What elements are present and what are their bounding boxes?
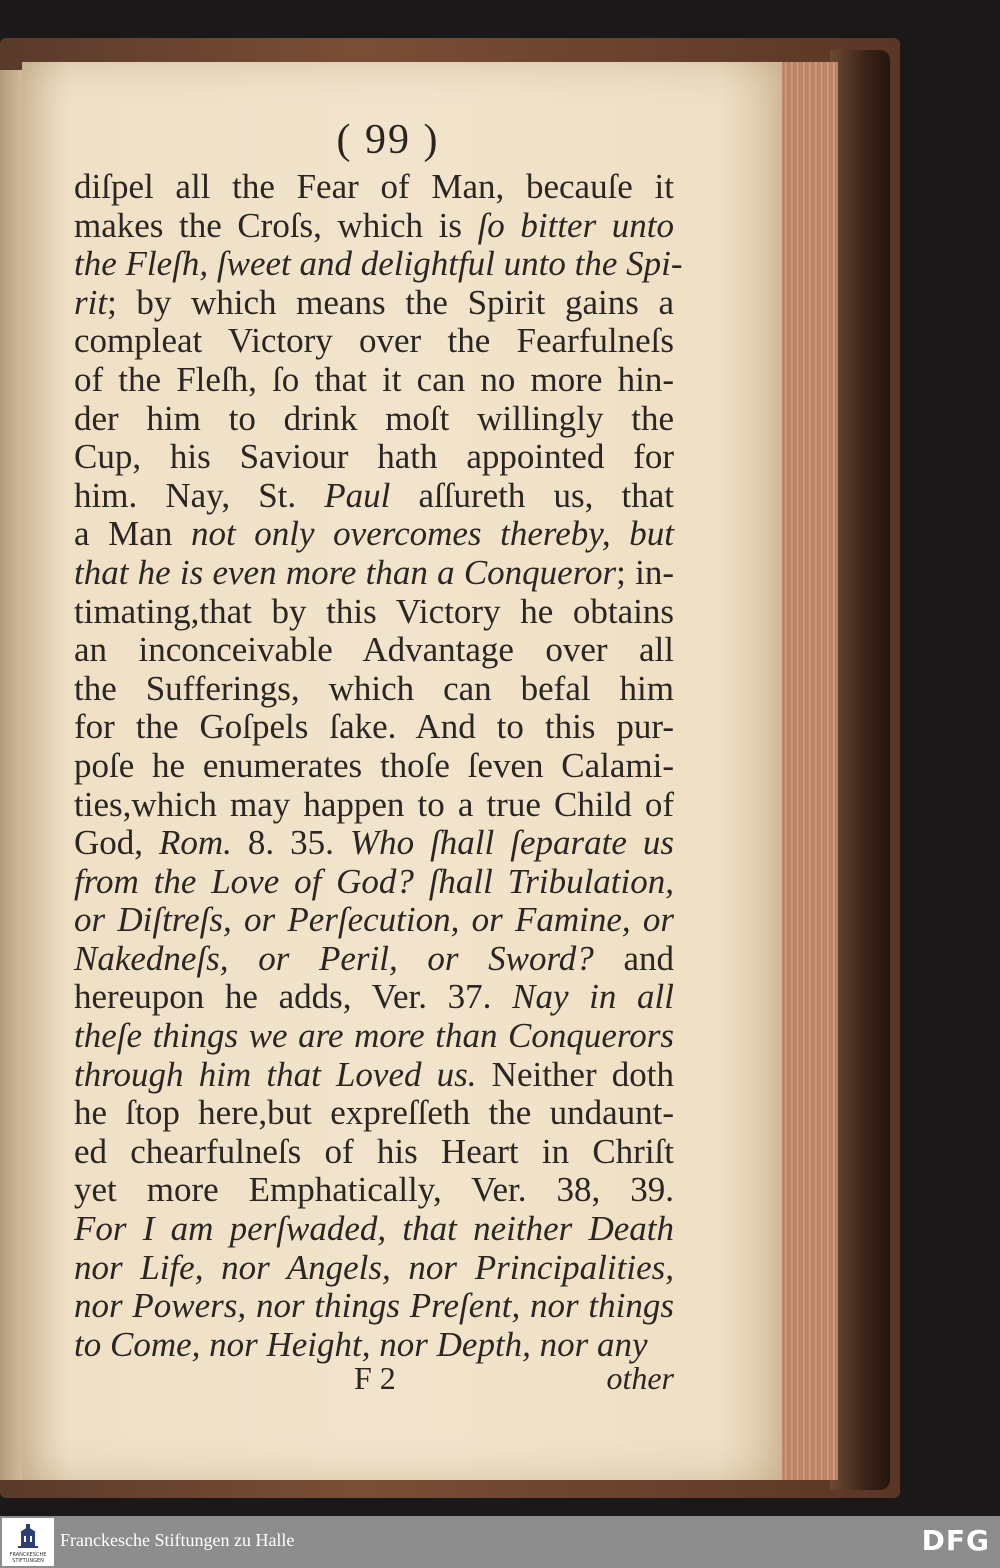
italic-text: the Fleſh, ſweet and delightful unto the Spi-	[74, 244, 683, 284]
roman-text: of the Fleſh, ſo that it can no more hin-	[74, 359, 674, 399]
roman-text: the Sufferings, which can befal him	[74, 668, 674, 708]
roman-text: and	[593, 938, 674, 978]
roman-text: God,	[74, 823, 160, 863]
text-line	[74, 1249, 674, 1288]
italic-text: For I am perſwaded, that neither Death	[74, 1209, 674, 1249]
text-line	[74, 1017, 674, 1056]
italic-text: ſo bitter unto	[477, 205, 674, 245]
text-line	[74, 670, 674, 709]
roman-text: timating,that by this Victory he obtains	[74, 591, 674, 631]
roman-text: a Man	[74, 514, 191, 554]
italic-text: nor Powers, nor things Preſent, nor things	[74, 1286, 674, 1326]
roman-text: ed chearfulneſs of his Heart in Chriſt	[74, 1131, 674, 1171]
text-line	[74, 515, 674, 554]
text-line	[74, 631, 674, 670]
roman-text: ties,which may happen to a true Child of	[74, 784, 674, 824]
text-line	[74, 1171, 674, 1210]
text-line	[74, 361, 674, 400]
roman-text: hereupon he adds, Ver. 37.	[74, 977, 513, 1017]
roman-text: compleat Victory over the Fearfulneſs	[74, 321, 674, 361]
italic-text: not only overcomes thereby, but	[190, 514, 674, 554]
text-line	[74, 786, 674, 825]
viewer-footer	[0, 1516, 1000, 1568]
roman-text: he ſtop here,but expreſſeth the undaunt-	[74, 1093, 674, 1133]
roman-text: yet more Emphatically, Ver. 38, 39.	[74, 1170, 674, 1210]
page-text	[74, 167, 683, 1364]
text-line	[74, 1210, 674, 1249]
italic-text: rit	[74, 282, 108, 322]
text-line	[74, 244, 683, 284]
italic-text: that he is even more than a Conqueror	[74, 552, 617, 592]
roman-text: poſe he enumerates thoſe ſeven Calami-	[74, 745, 674, 785]
text-line	[74, 400, 674, 439]
italic-text: theſe things we are more than Conquerors	[74, 1016, 674, 1056]
italic-text: through him that Loved us.	[74, 1054, 477, 1094]
text-line	[74, 322, 674, 361]
text-line	[74, 747, 674, 786]
text-line	[74, 207, 674, 246]
roman-text: der him to drink moſt willingly the	[74, 398, 674, 438]
roman-text: makes the Croſs, which is	[74, 205, 478, 245]
text-line	[74, 1094, 674, 1133]
book-spine-edge	[830, 50, 890, 1490]
text-line	[74, 1056, 674, 1095]
roman-text: 8. 35.	[231, 823, 350, 863]
italic-text: or Diſtreſs, or Perſecution, or Famine, or	[74, 900, 674, 940]
funder-logo[interactable]: DFG	[921, 1524, 990, 1557]
roman-text: Cup, his Saviour hath appointed for	[74, 437, 674, 477]
italic-text: Nay in all	[512, 977, 675, 1017]
roman-text: Neither doth	[476, 1054, 674, 1094]
text-line	[74, 708, 674, 747]
page-edges	[776, 62, 838, 1480]
roman-text: for the Goſpels ſake. And to this pur-	[74, 707, 674, 747]
text-line	[74, 168, 674, 207]
text-line	[74, 901, 674, 940]
roman-text: ; by which means the Spirit gains a	[107, 282, 674, 322]
roman-text: aſſureth us, that	[390, 475, 674, 515]
institution-logo[interactable]	[2, 1518, 54, 1566]
italic-text: Nakedneſs, or Peril, or Sword?	[74, 938, 594, 978]
italic-text: nor Life, nor Angels, nor Principalities,	[74, 1247, 674, 1287]
text-line	[74, 554, 674, 593]
italic-text: Paul	[324, 475, 391, 515]
italic-text: Who ſhall ſeparate us	[349, 823, 675, 863]
book-page	[22, 62, 782, 1480]
text-line	[74, 824, 674, 863]
roman-text: him. Nay, St.	[74, 475, 325, 515]
page-footer-line	[74, 1360, 674, 1400]
roman-text: ; in-	[616, 552, 674, 592]
text-line	[74, 284, 674, 323]
text-line	[74, 438, 674, 477]
text-line	[74, 477, 674, 516]
building-icon	[12, 1522, 44, 1550]
text-line	[74, 863, 674, 902]
logo-caption: FRANCKESCHE STIFTUNGEN	[9, 1552, 47, 1564]
roman-text: diſpel all the Fear of Man, becauſe it	[74, 167, 674, 206]
text-line	[74, 978, 674, 1017]
italic-text: to Come, nor Height, nor Depth, nor any	[74, 1324, 648, 1364]
text-line	[74, 1133, 674, 1172]
text-line	[74, 1326, 674, 1365]
catchword: other	[606, 1360, 674, 1396]
italic-text: Rom.	[159, 823, 232, 863]
signature-mark: F 2	[354, 1360, 396, 1396]
text-line	[74, 593, 674, 632]
italic-text: from the Love of God? ſhall Tribulation,	[74, 861, 674, 901]
institution-name: Franckesche Stiftungen zu Halle	[60, 1530, 295, 1550]
text-line	[74, 1287, 674, 1326]
page-number: ( 99 )	[336, 117, 440, 163]
roman-text: an inconceivable Advantage over all	[74, 630, 674, 670]
text-line	[74, 940, 674, 979]
